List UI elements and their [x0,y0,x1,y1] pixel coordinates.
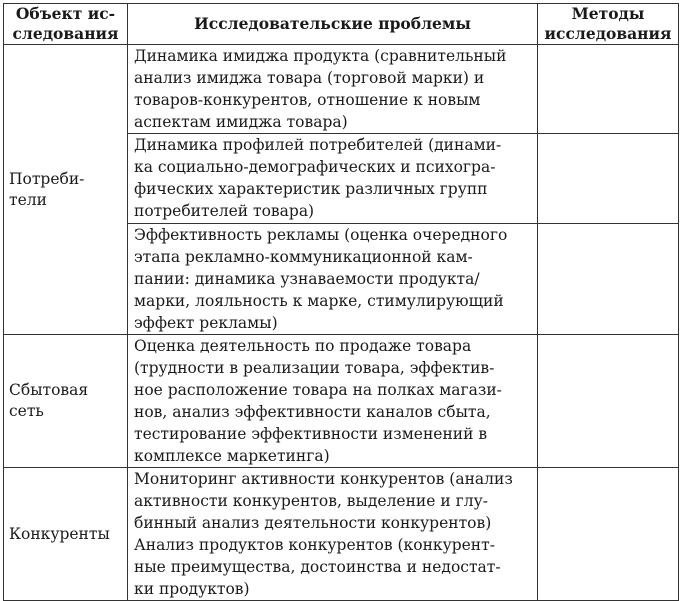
problem-cell: Мониторинг активности конкурентов (анализ активности конкурентов, выделение и глу- бинный анализ деятельности конкурентов) Анализ продуктов конкурентов (конкурент- ные преимущества, достоинства и недостат- ки продуктов) [128,468,538,601]
header-problems: Исследовательские проблемы [128,4,538,45]
methods-cell [538,224,679,335]
problem-cell: Оценка деятельность по продаже товара (трудности в реализации товара, эффектив- ное расположение товара на полках магази- нов, анализ эффективности каналов сбыта, тестирование эффективности изменений в комплексе маркетинга) [128,335,538,468]
object-consumers: Потреби- тели [4,45,128,335]
methods-cell [538,134,679,224]
table-row [4,335,679,468]
problem-cell: Эффективность рекламы (оценка очередного этапа рекламно-коммуникационной кам- пании: динамика узнаваемости продукта/ марки, лояльность к марке, стимулирующий эффект рекламы) [128,224,538,335]
table-row [4,468,679,601]
object-competitors: Конкуренты [4,468,128,601]
header-object: Объект ис- следования [4,4,128,45]
table-row [4,45,679,134]
header-row [4,4,679,45]
problem-cell: Динамика имиджа продукта (сравнительный анализ имиджа товара (торговой марки) и товаров-конкурентов, отношение к новым аспектам имиджа товара) [128,45,538,134]
header-methods: Методы исследования [538,4,679,45]
problem-cell: Динамика профилей потребителей (динами- ка социально-демографических и психогра- фических характеристик различных групп потребителей товара) [128,134,538,224]
methods-cell [538,468,679,601]
research-table [3,3,679,601]
methods-cell [538,335,679,468]
methods-cell [538,45,679,134]
object-sales-network: Сбытовая сеть [4,335,128,468]
